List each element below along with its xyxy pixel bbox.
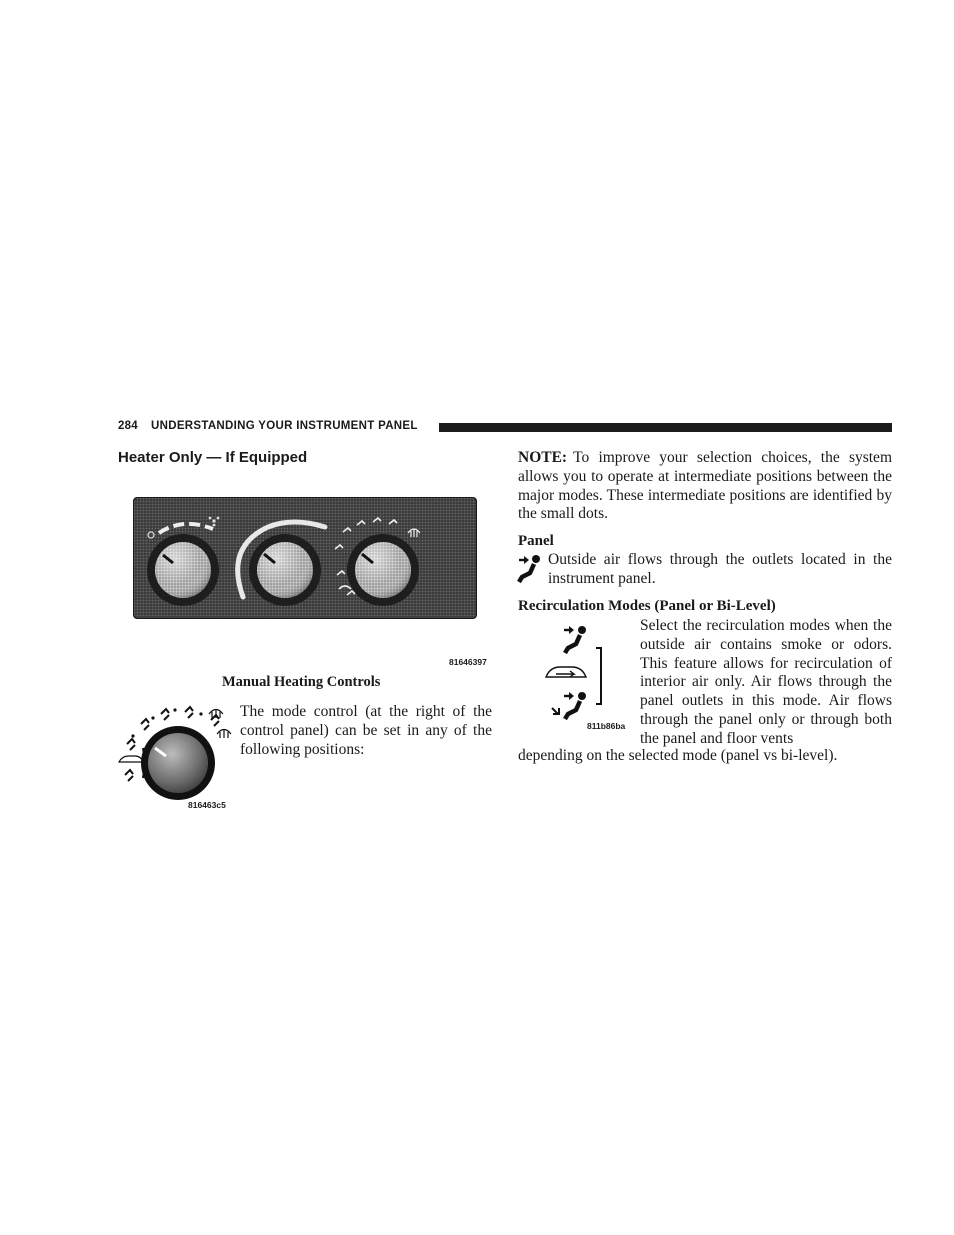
defrost-icon [209, 710, 231, 739]
note-paragraph [518, 449, 892, 524]
mode-paragraph: The mode control (at the right of the control panel) can be set in any of the following positions: [240, 703, 492, 758]
figure-code: 81646397 [449, 657, 487, 667]
figure-code: 816463c5 [188, 800, 226, 810]
recirculation-paragraph-tail: depending on the selected mode (panel vs bi-level). [518, 747, 838, 764]
heating-controls-figure [133, 497, 477, 619]
section-heading: Heater Only — If Equipped [118, 449, 308, 466]
note-text: To improve your selection choices, the system allows you to operate at intermediate positions between the major modes. These intermediate positions are identified by the small dots. [518, 449, 892, 523]
recirculation-car-icon [546, 667, 586, 677]
panel-vent-person-icon [517, 552, 543, 584]
header-rule [439, 423, 892, 432]
panel-paragraph: Outside air flows through the outlets located in the instrument panel. [548, 551, 892, 587]
recirculation-modes-figure [540, 622, 612, 722]
recirculation-paragraph: Select the recirculation modes when the outside air contains smoke or odors. This feature allows for recirculation of interior air only. Air flows through the panel outlets in this mode. Air flows through the panel only or through both the panel and floor vents [640, 617, 892, 747]
figure-code: 811b86ba [587, 721, 626, 731]
recirculation-car-icon [119, 756, 143, 762]
mode-knob [347, 534, 419, 606]
bilevel-vent-person-icon [552, 692, 586, 719]
temperature-knob [249, 534, 321, 606]
panel-heading: Panel [518, 533, 554, 549]
note-label: NOTE: [518, 449, 568, 466]
page-number: 284 [118, 420, 138, 432]
figure-caption: Manual Heating Controls [222, 674, 381, 690]
running-header: UNDERSTANDING YOUR INSTRUMENT PANEL [151, 420, 418, 432]
panel-vent-person-icon [564, 626, 586, 653]
mode-control-figure [113, 700, 235, 802]
fan-knob [147, 534, 219, 606]
grouping-bracket [596, 648, 601, 704]
recirculation-heading: Recirculation Modes (Panel or Bi-Level) [518, 598, 776, 614]
